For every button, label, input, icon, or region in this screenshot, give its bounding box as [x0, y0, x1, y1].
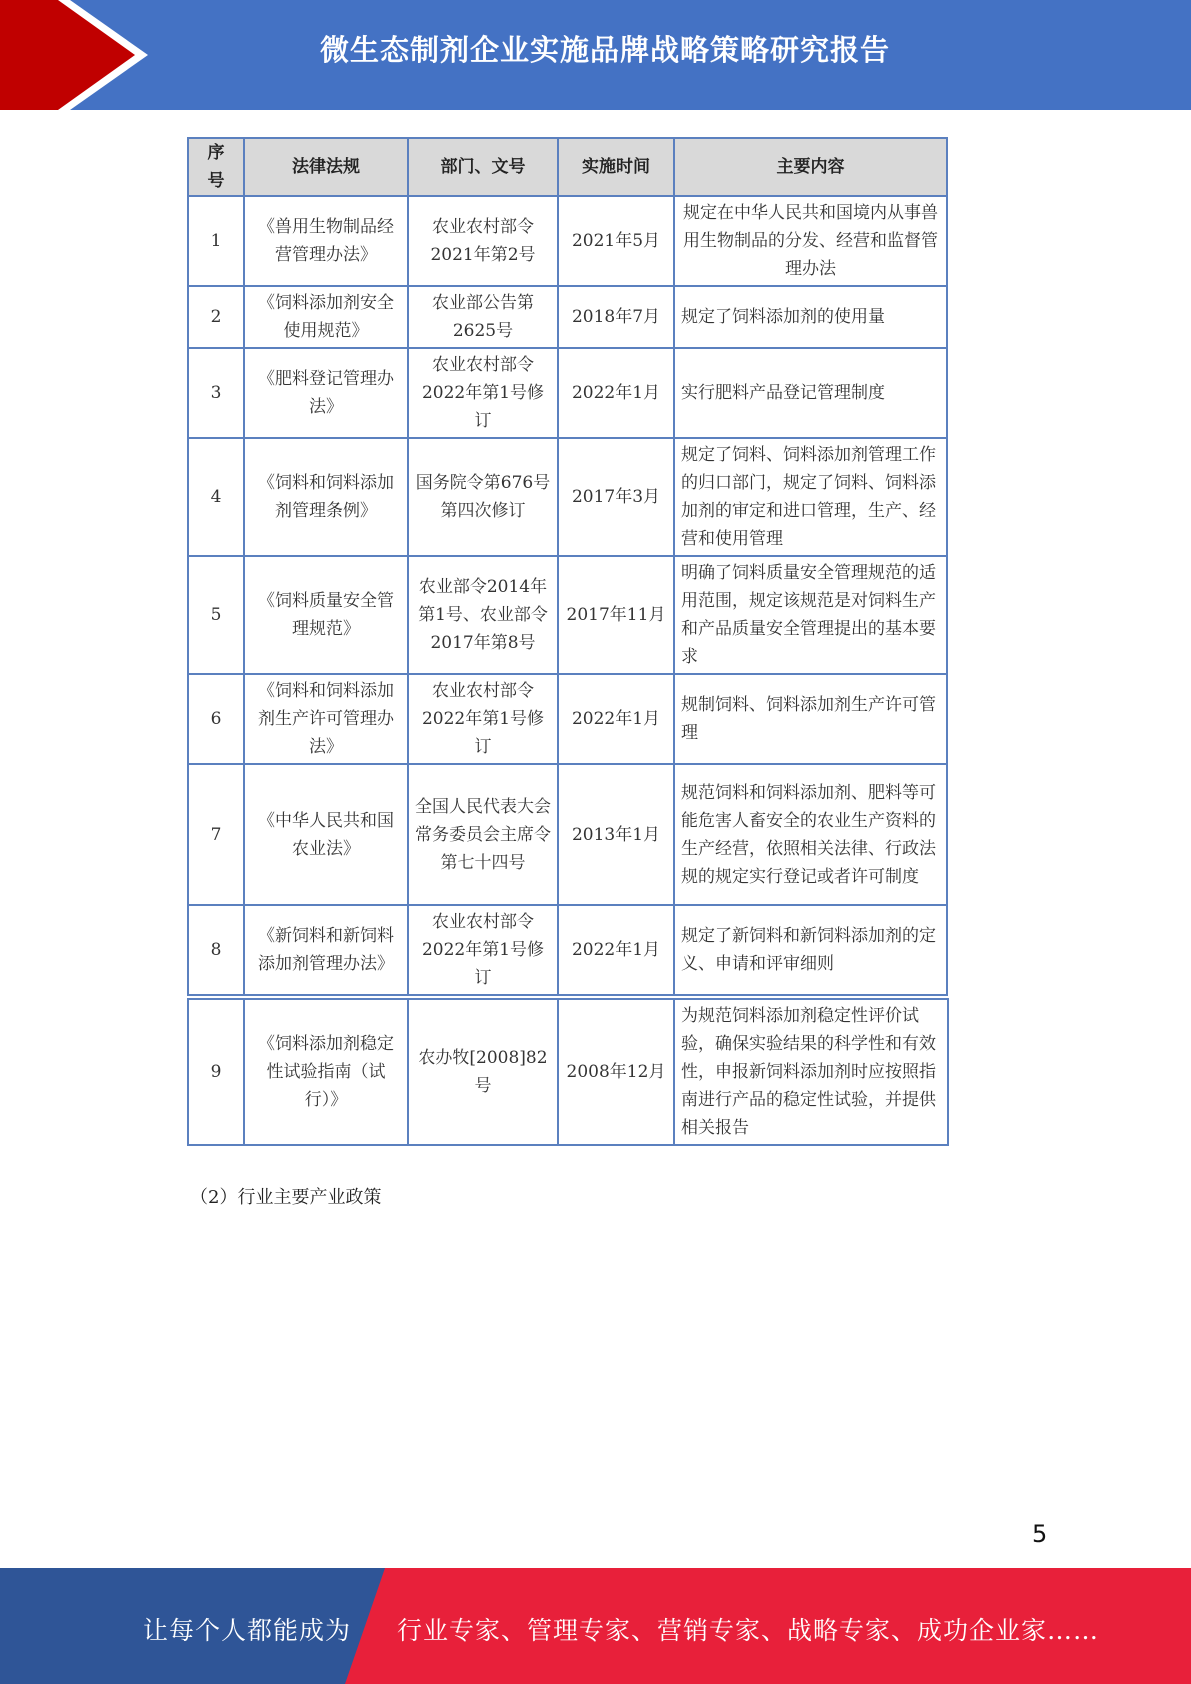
row-law: 《饲料添加剂安全使用规范》	[244, 286, 408, 348]
row-date: 2022年1月	[558, 348, 674, 438]
table-row	[188, 286, 947, 348]
row-date: 2022年1月	[558, 674, 674, 764]
row-index: 7	[188, 764, 244, 905]
row-content: 规制饲料、饲料添加剂生产许可管理	[674, 674, 947, 764]
table-row	[188, 674, 947, 764]
regulations-table	[187, 137, 948, 996]
table-row	[188, 438, 947, 556]
row-content: 规定了新饲料和新饲料添加剂的定义、申请和评审细则	[674, 905, 947, 995]
row-index: 5	[188, 556, 244, 674]
table-row	[188, 556, 947, 674]
row-content: 规定了饲料、饲料添加剂管理工作的归口部门，规定了饲料、饲料添加剂的审定和进口管理，生产、经营和使用管理	[674, 438, 947, 556]
row-department: 农业农村部令2022年第1号修订	[408, 905, 558, 995]
row-date: 2017年11月	[558, 556, 674, 674]
header-chevron-icon	[0, 0, 160, 110]
header-department: 部门、文号	[408, 138, 558, 196]
footer-slogan-left: 让每个人都能成为	[143, 1616, 352, 1645]
footer-slogan-right: 行业专家、管理专家、营销专家、战略专家、成功企业家……	[397, 1616, 1100, 1645]
row-date: 2022年1月	[558, 905, 674, 995]
row-department: 国务院令第676号第四次修订	[408, 438, 558, 556]
row-index: 4	[188, 438, 244, 556]
row-law: 《饲料和饲料添加剂生产许可管理办法》	[244, 674, 408, 764]
row-department: 全国人民代表大会常务委员会主席令第七十四号	[408, 764, 558, 905]
row-index: 1	[188, 196, 244, 286]
row-index: 2	[188, 286, 244, 348]
row-index: 3	[188, 348, 244, 438]
row-department: 农业部公告第2625号	[408, 286, 558, 348]
row-department: 农业农村部令2021年第2号	[408, 196, 558, 286]
document-title: 微生态制剂企业实施品牌战略策略研究报告	[319, 33, 890, 67]
row-content: 为规范饲料添加剂稳定性评价试验，确保实验结果的科学性和有效性，申报新饲料添加剂时应按照指南进行产品的稳定性试验，并提供相关报告	[674, 999, 948, 1145]
row-index: 9	[188, 999, 244, 1145]
row-department: 农业部令2014年第1号、农业部令2017年第8号	[408, 556, 558, 674]
row-law: 《饲料质量安全管理规范》	[244, 556, 408, 674]
row-law: 《兽用生物制品经营管理办法》	[244, 196, 408, 286]
table-row	[188, 348, 947, 438]
table-row	[188, 764, 947, 905]
row-law: 《饲料和饲料添加剂管理条例》	[244, 438, 408, 556]
row-date: 2013年1月	[558, 764, 674, 905]
header-index: 序号	[188, 138, 244, 196]
row-date: 2008年12月	[558, 999, 674, 1145]
row-content: 实行肥料产品登记管理制度	[674, 348, 947, 438]
row-date: 2018年7月	[558, 286, 674, 348]
section-heading: （2）行业主要产业政策	[190, 1187, 382, 1208]
page-number: 5	[1032, 1520, 1048, 1548]
header-content: 主要内容	[674, 138, 947, 196]
row-date: 2021年5月	[558, 196, 674, 286]
table-row	[188, 905, 947, 995]
row-law: 《中华人民共和国农业法》	[244, 764, 408, 905]
row-department: 农办牧[2008]82号	[408, 999, 558, 1145]
regulations-table-continued	[187, 998, 949, 1146]
table-header-row	[188, 138, 947, 196]
row-department: 农业农村部令2022年第1号修订	[408, 674, 558, 764]
row-index: 6	[188, 674, 244, 764]
row-law: 《肥料登记管理办法》	[244, 348, 408, 438]
row-department: 农业农村部令2022年第1号修订	[408, 348, 558, 438]
header-date: 实施时间	[558, 138, 674, 196]
row-content: 规范饲料和饲料添加剂、肥料等可能危害人畜安全的农业生产资料的生产经营，依照相关法律、行政法规的规定实行登记或者许可制度	[674, 764, 947, 905]
row-content: 规定在中华人民共和国境内从事兽用生物制品的分发、经营和监督管理办法	[674, 196, 947, 286]
header-law: 法律法规	[244, 138, 408, 196]
row-content: 规定了饲料添加剂的使用量	[674, 286, 947, 348]
row-law: 《饲料添加剂稳定性试验指南（试行）》	[244, 999, 408, 1145]
row-content: 明确了饲料质量安全管理规范的适用范围，规定该规范是对饲料生产和产品质量安全管理提出的基本要求	[674, 556, 947, 674]
table-row	[188, 999, 948, 1145]
row-law: 《新饲料和新饲料添加剂管理办法》	[244, 905, 408, 995]
table-row	[188, 196, 947, 286]
row-date: 2017年3月	[558, 438, 674, 556]
row-index: 8	[188, 905, 244, 995]
